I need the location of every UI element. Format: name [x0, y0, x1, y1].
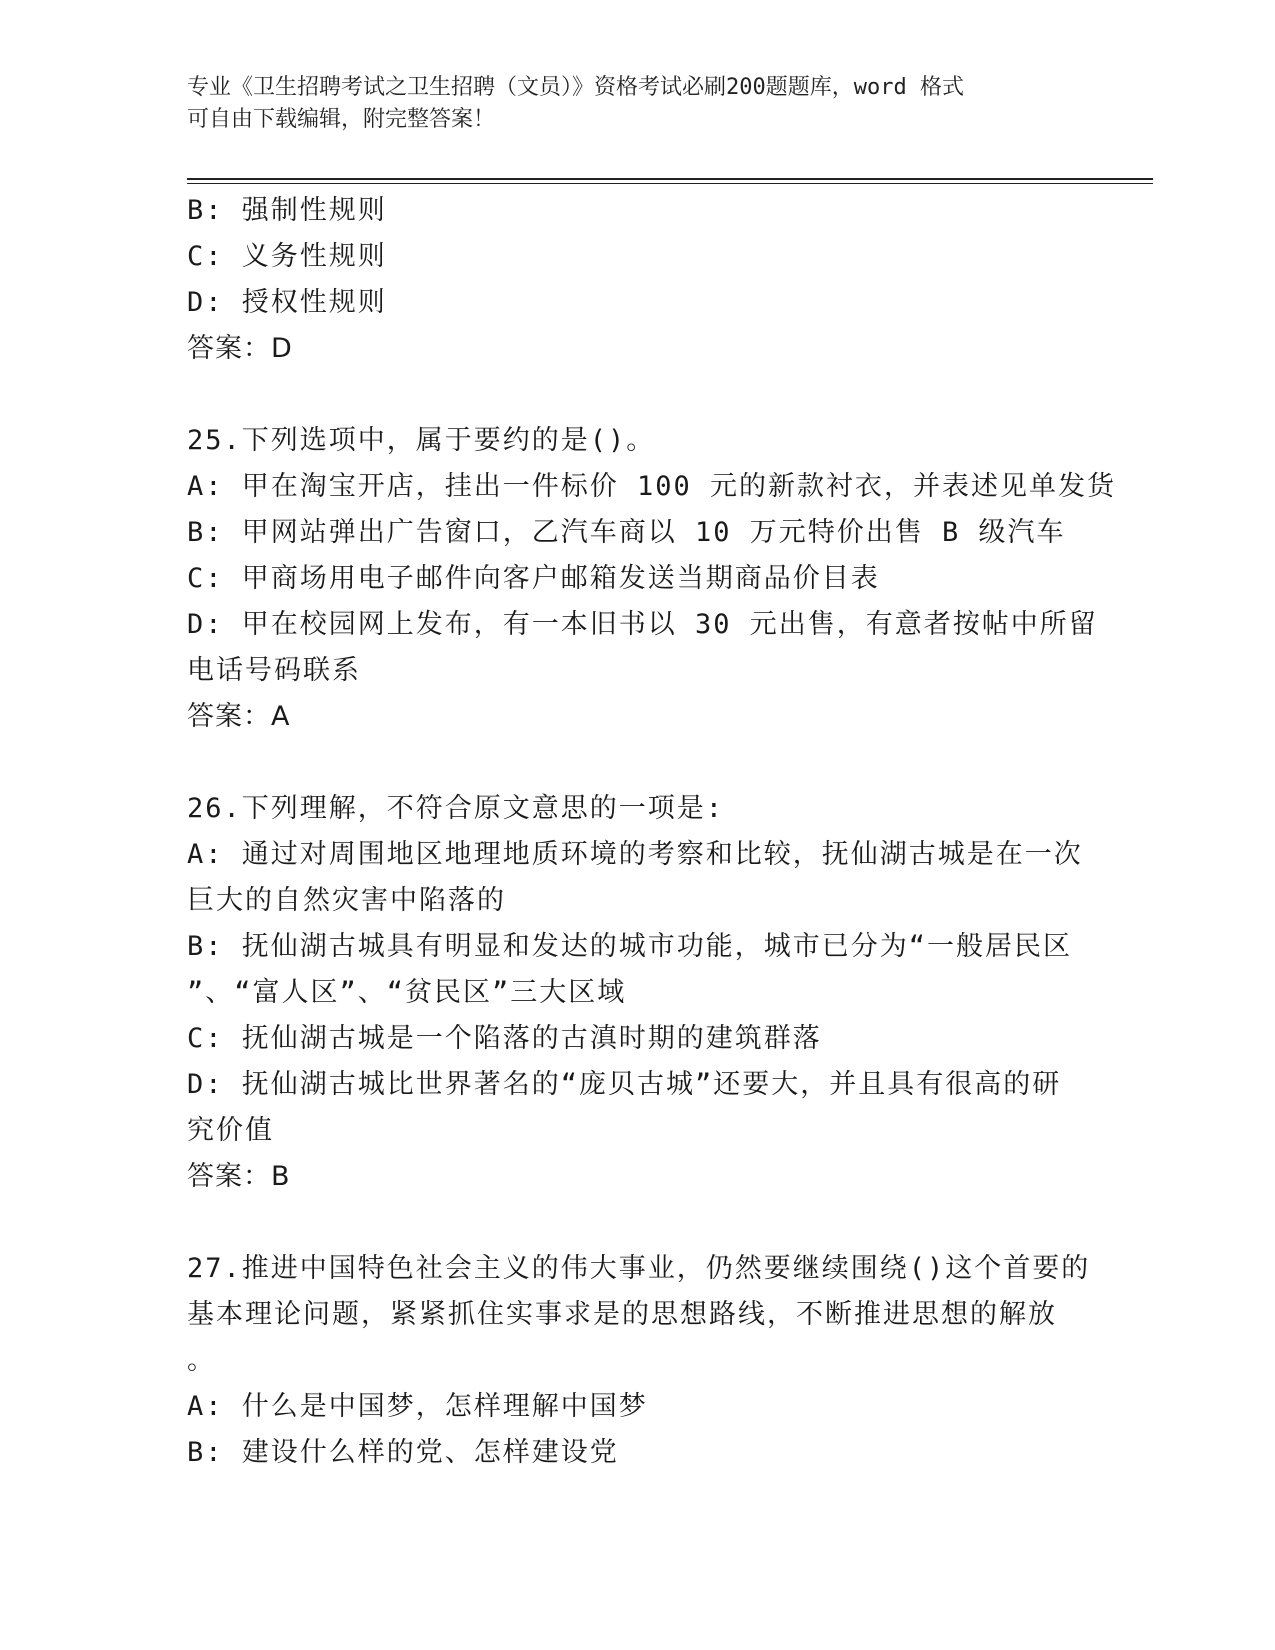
answer: 答案：A	[187, 701, 291, 732]
question-25	[187, 418, 1117, 740]
document-header	[187, 72, 1067, 136]
option-d-continued: 究价值	[187, 1115, 274, 1146]
spacer	[187, 740, 1087, 786]
header-divider-thick	[187, 178, 1153, 180]
question-stem-continued: 基本理论问题，紧紧抓住实事求是的思想路线，不断推进思想的解放	[187, 1299, 1057, 1330]
answer: 答案：D	[187, 333, 293, 364]
option-c: C: 抚仙湖古城是一个陷落的古滇时期的建筑群落	[187, 1023, 822, 1054]
option-d-continued: 电话号码联系	[187, 655, 361, 686]
question-stem: 26.下列理解，不符合原文意思的一项是:	[187, 793, 725, 824]
option-d: D: 甲在校园网上发布，有一本旧书以 30 元出售，有意者按帖中所留	[187, 609, 1098, 640]
question-stem: 25.下列选项中，属于要约的是()。	[187, 425, 656, 456]
option-b: B: 抚仙湖古城具有明显和发达的城市功能，城市已分为“一般居民区	[187, 931, 1073, 962]
header-line-1: 专业《卫生招聘考试之卫生招聘（文员）》资格考试必刷200题题库，word 格式	[187, 75, 964, 100]
option-d: D: 授权性规则	[187, 287, 387, 318]
answer: 答案：B	[187, 1161, 291, 1192]
option-a: A: 通过对周围地区地理地质环境的考察和比较，抚仙湖古城是在一次	[187, 839, 1083, 870]
option-b-continued: ”、“富人区”、“贫民区”三大区域	[187, 977, 627, 1008]
option-c: C: 甲商场用电子邮件向客户邮箱发送当期商品价目表	[187, 563, 880, 594]
option-b: B: 强制性规则	[187, 195, 387, 226]
spacer	[187, 1200, 1087, 1246]
option-d: D: 抚仙湖古城比世界著名的“庞贝古城”还要大，并且具有很高的研	[187, 1069, 1062, 1100]
question-list	[187, 188, 1117, 1476]
option-c: C: 义务性规则	[187, 241, 387, 272]
option-a-continued: 巨大的自然灾害中陷落的	[187, 885, 506, 916]
option-b: B: 建设什么样的党、怎样建设党	[187, 1437, 619, 1468]
spacer	[187, 372, 1087, 418]
question-27	[187, 1246, 1091, 1476]
header-divider-thin	[187, 183, 1153, 184]
question-stem: 27.推进中国特色社会主义的伟大事业，仍然要继续围绕()这个首要的	[187, 1253, 1091, 1284]
option-a: A: 甲在淘宝开店，挂出一件标价 100 元的新款衬衣，并表述见单发货	[187, 471, 1117, 502]
question-stem-end: 。	[187, 1345, 216, 1376]
option-a: A: 什么是中国梦，怎样理解中国梦	[187, 1391, 648, 1422]
header-line-2: 可自由下载编辑，附完整答案！	[187, 107, 496, 132]
question-24	[187, 188, 1087, 372]
option-b: B: 甲网站弹出广告窗口，乙汽车商以 10 万元特价出售 B 级汽车	[187, 517, 1066, 548]
question-26	[187, 786, 1087, 1200]
